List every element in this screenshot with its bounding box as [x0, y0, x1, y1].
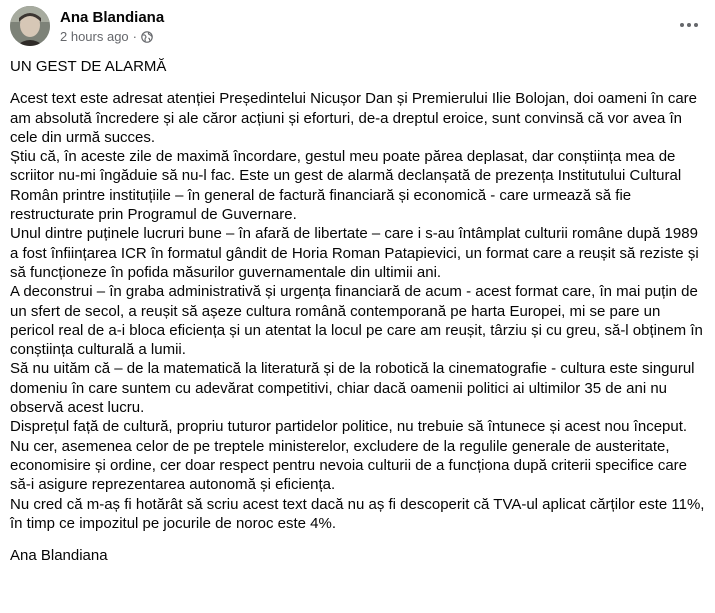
meta-separator: · — [132, 29, 138, 44]
post-paragraph: Unul dintre puținele lucruri bune – în afară de libertate – care i s-au întâmplat culturii române după 1989 a fost înființarea ICR în formatul gândit de Horia Roman Patapievici, un format care a reușit să reziste și să funcționeze în pofida măsurilor guvernamentale din ultimii ani. — [10, 225, 699, 281]
post-paragraph: Acest text este adresat atenției Președintelui Nicușor Dan și Premierului Ilie Bolojan, doi oameni în care am absolută încredere și ale căror acțiuni și eforturi, de-a dreptul eroice, sunt convinsă că vor avea în cele din urmă succes. — [10, 90, 698, 146]
post-author-name[interactable]: Ana Blandiana — [60, 9, 165, 26]
post-body — [10, 57, 706, 565]
avatar-image — [10, 6, 50, 46]
post-meta — [60, 29, 153, 44]
post-paragraph: Nu cer, asemenea celor de pe treptele ministerelor, excludere de la regulile generale de austeritate, economisire și ordine, cer doar respect pentru nevoia culturii de a funcționa după criterii specifice care să-i asigure reprezentarea autonomă și eficiența. — [10, 437, 688, 494]
post-paragraph: Disprețul față de cultură, propriu tuturor partidelor politice, nu trebuie să întunece și acest nou început. — [10, 418, 688, 436]
more-horizontal-icon — [679, 22, 699, 28]
post-paragraph: Nu cred că m-aș fi hotărât să scriu acest text dacă nu aș fi descoperit că TVA-ul aplicat cărților este 11%, în timp ce impozitul pe jocurile de noroc este 4%. — [10, 495, 705, 532]
post-paragraph: A deconstrui – în graba administrativă și urgența financiară de acum - acest format care, în mai puțin de un sfert de secol, a reușit să așeze cultura română contemporană pe harta Europei, mi se pare un pericol real de a-i bloca eficiența și un atentat la locul pe care am reușit, târziu și cu greu, să-l obținem în conștiința culturală a lumii. — [10, 283, 703, 359]
post-paragraph: Știu că, în aceste zile de maximă încordare, gestul meu poate părea deplasat, dar conștiința mea de scriitor nu-mi îngăduie să nu-l fac. Este un gest de alarmă declanșată de prezența Institutului Cultural Român printre instituțiile – în general de factură financiară și economică - care urmează să fie restructurate prin Programul de Guvernare. — [10, 148, 682, 224]
post-title: UN GEST DE ALARMĂ — [10, 58, 167, 75]
more-options-button[interactable] — [675, 11, 703, 39]
post-paragraph: Să nu uităm că – de la matematică la literatură și de la robotică la cinematografie - cultura este singurul domeniu în care suntem cu adevărat competitivi, chiar dacă oamenii politici ai ultimilor 35 de ani nu observă acest lucru. — [10, 360, 695, 417]
post-signature: Ana Blandiana — [10, 547, 108, 565]
post-header — [10, 5, 705, 49]
avatar[interactable] — [10, 6, 50, 46]
post-timestamp[interactable]: 2 hours ago — [60, 29, 129, 44]
globe-icon[interactable] — [141, 31, 153, 43]
